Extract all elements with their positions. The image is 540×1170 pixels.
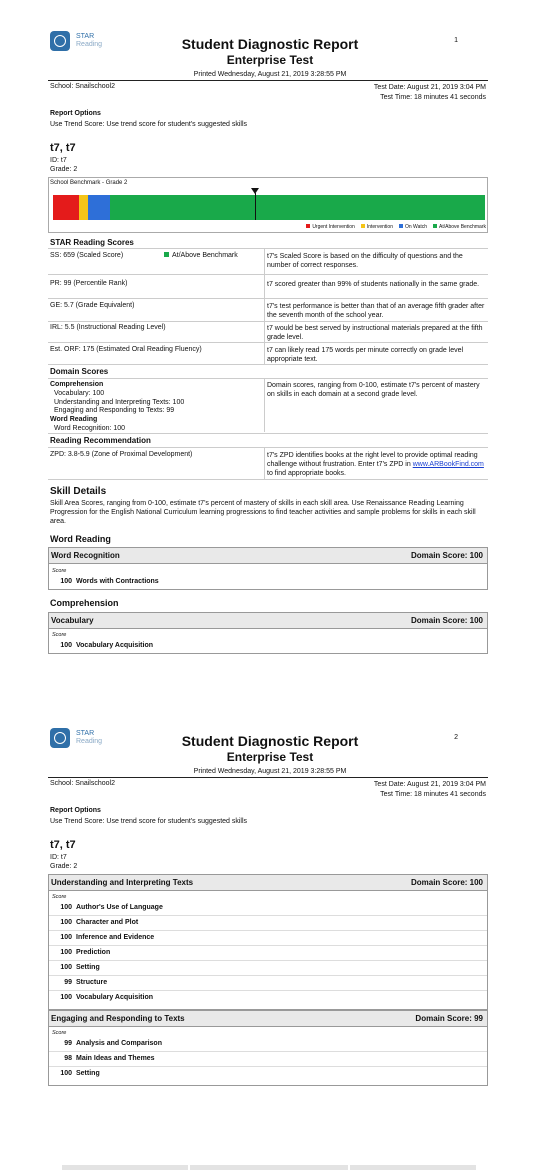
row-divider [48, 479, 488, 480]
row-divider [48, 248, 488, 249]
logo-title: STAR [76, 33, 95, 40]
row-divider [48, 342, 488, 343]
domain-score: Domain Score: 100 [410, 551, 483, 560]
skill-item [49, 949, 487, 956]
vocabulary-score: Vocabulary: 100 [54, 390, 105, 397]
student-marker-line [255, 193, 256, 220]
irl-desc: t7 would be best served by instructional materials prepared at the fifth grade level. [267, 325, 483, 341]
item-divider [49, 975, 487, 976]
benchmark-segment [53, 195, 79, 220]
skill-name: Setting [76, 964, 100, 971]
reco-heading: Reading Recommendation [50, 436, 151, 445]
footer-tab [190, 1165, 348, 1170]
orf-desc: t7 can likely read 175 words per minute correctly on grade level appropriate text. [267, 347, 464, 363]
student-name: t7, t7 [50, 142, 76, 154]
test-info [374, 780, 486, 800]
grade-equivalent: GE: 5.7 (Grade Equivalent) [50, 302, 135, 309]
skill-name: Inference and Evidence [76, 934, 155, 941]
benchmark-legend [306, 224, 486, 230]
skill-score: 99 [64, 1040, 72, 1047]
item-divider [49, 930, 487, 931]
row-divider [48, 433, 488, 434]
test-time: Test Time: 18 minutes 41 seconds [380, 791, 486, 798]
instructional-reading-level: IRL: 5.5 (Instructional Reading Level) [50, 324, 166, 331]
domain-score: Domain Score: 99 [415, 1014, 483, 1023]
uit-box [48, 874, 488, 1010]
skill-name: Structure [76, 979, 108, 986]
page-number: 1 [454, 37, 458, 44]
legend-on-watch: On Watch [399, 224, 427, 230]
ert-score: Engaging and Responding to Texts: 99 [54, 407, 175, 414]
benchmark-segment [110, 195, 485, 220]
skill-item: 100 Vocabulary Acquisition [60, 642, 154, 649]
report-options-text: Use Trend Score: Use trend score for student's suggested skills [50, 121, 248, 128]
item-divider [49, 915, 487, 916]
legend-intervention: Intervention [361, 224, 393, 230]
green-square-icon [164, 252, 169, 257]
skill-name: Vocabulary Acquisition [76, 994, 154, 1001]
skill-item: 100 Words with Contractions [60, 578, 159, 585]
column-divider [264, 248, 265, 364]
score-column-label: Score [52, 632, 67, 638]
domain-heading: Domain Scores [50, 367, 109, 376]
percentile-rank: PR: 99 (Percentile Rank) [50, 280, 128, 287]
school-name: School: Snailschool2 [50, 83, 115, 90]
skill-item [49, 994, 487, 1001]
report-title: Student Diagnostic Report [181, 36, 359, 52]
oral-reading-fluency: Est. ORF: 175 (Estimated Oral Reading Fluency) [50, 346, 202, 353]
test-date: Test Date: August 21, 2019 3:04 PM [373, 84, 486, 91]
benchmark-segment [88, 195, 110, 220]
item-divider [49, 1051, 487, 1052]
logo-subtitle: Reading [76, 738, 103, 745]
domain-name: Word Recognition [51, 551, 120, 560]
report-options-text: Use Trend Score: Use trend score for student's suggested skills [50, 818, 248, 825]
domain-name: Engaging and Responding to Texts [51, 1014, 185, 1023]
student-grade: Grade: 2 [50, 863, 78, 870]
skill-name: Main Ideas and Themes [76, 1055, 155, 1062]
domain-desc: Domain scores, ranging from 0-100, estimate t7's percent of mastery on skills in each domain at a second grade level. [267, 382, 480, 398]
scaled-score: SS: 659 (Scaled Score) [50, 252, 124, 259]
domain-score: Domain Score: 100 [410, 878, 483, 887]
domain-name: Vocabulary [51, 616, 94, 625]
skill-score: 100 [60, 949, 72, 956]
word-recognition-score: Word Recognition: 100 [54, 425, 126, 432]
vocabulary-box [48, 612, 488, 654]
zpd: ZPD: 3.8-5.9 (Zone of Proximal Development) [50, 451, 193, 458]
report-subtitle: Enterprise Test [226, 53, 314, 67]
percentile-rank-desc: t7 scored greater than 99% of students nationally in the same grade. [267, 281, 480, 288]
row-divider [48, 274, 488, 275]
score-column-label: Score [52, 1030, 67, 1036]
item-divider [49, 1066, 487, 1067]
column-divider [264, 378, 265, 432]
skill-item [49, 1040, 487, 1047]
report-title: Student Diagnostic Report [181, 733, 359, 749]
skill-item [49, 1070, 487, 1077]
skill-item [49, 1055, 487, 1062]
page-number: 2 [454, 734, 458, 741]
skill-details-heading: Skill Details [50, 486, 107, 497]
word-recognition-box [48, 547, 488, 590]
score-column-label: Score [52, 894, 67, 900]
scores-heading: STAR Reading Scores [50, 238, 134, 247]
comprehension-label: Comprehension [50, 381, 104, 388]
item-divider [49, 960, 487, 961]
logo-title: STAR [76, 730, 95, 737]
zpd-desc: t7's ZPD identifies books at the right level to provide optimal reading challenge without frustration. Enter t7's ZPD in www.ARBookFind.com to find appropriate books. [267, 452, 484, 477]
skill-score: 98 [64, 1055, 72, 1062]
skill-item [49, 934, 487, 941]
arbookfind-link[interactable]: www.ARBookFind.com [412, 461, 484, 468]
skill-item [49, 964, 487, 971]
footer-tab [62, 1165, 188, 1170]
item-divider [49, 945, 487, 946]
printed-date: Printed Wednesday, August 21, 2019 3:28:55 PM [193, 71, 347, 78]
ert-box [48, 1010, 488, 1086]
legend-urgent: Urgent Intervention [306, 224, 355, 230]
report-page-2 [0, 697, 540, 1170]
scaled-score-desc: t7's Scaled Score is based on the difficulty of questions and the number of correct responses. [267, 253, 463, 269]
word-reading-label: Word Reading [50, 416, 98, 423]
report-options-heading: Report Options [50, 807, 101, 814]
skill-item [49, 919, 487, 926]
footer-tab [350, 1165, 476, 1170]
report-subtitle: Enterprise Test [226, 750, 314, 764]
header-divider [48, 80, 488, 81]
student-grade: Grade: 2 [50, 166, 78, 173]
uit-score: Understanding and Interpreting Texts: 100 [54, 399, 185, 406]
row-divider [48, 447, 488, 448]
skill-item [49, 979, 487, 986]
test-date: Test Date: August 21, 2019 3:04 PM [373, 781, 486, 788]
printed-date: Printed Wednesday, August 21, 2019 3:28:55 PM [193, 768, 347, 775]
skill-details-text: Skill Area Scores, ranging from 0-100, estimate t7's percent of mastery of skills in each skill area. Use Renaissance Reading Learning Progression for the English National Curriculum learning progressions to find teacher activities and sample problems for skills in each skill area. [50, 500, 476, 525]
skill-score: 100 [60, 904, 72, 911]
skill-name: Prediction [76, 949, 111, 956]
column-divider [264, 447, 265, 479]
report-options-heading: Report Options [50, 110, 101, 117]
legend-at-above: At/Above Benchmark [433, 224, 486, 230]
skill-score: 100 [60, 934, 72, 941]
school-name: School: Snailschool2 [50, 780, 115, 787]
row-divider [48, 321, 488, 322]
skill-score: 100 [60, 994, 72, 1001]
domain-name: Understanding and Interpreting Texts [51, 878, 194, 887]
test-info [374, 83, 486, 103]
skill-name: Author's Use of Language [76, 904, 163, 911]
student-id: ID: t7 [50, 854, 67, 861]
item-divider [49, 990, 487, 991]
skill-score: 100 [60, 1070, 72, 1077]
domain-score: Domain Score: 100 [410, 616, 483, 625]
row-divider [48, 298, 488, 299]
word-reading-heading: Word Reading [50, 534, 111, 544]
benchmark-badge: At/Above Benchmark [164, 252, 238, 259]
skill-name: Setting [76, 1070, 100, 1077]
skill-score: 100 [60, 964, 72, 971]
header-divider [48, 777, 488, 778]
student-name: t7, t7 [50, 839, 76, 851]
skill-score: 100 [60, 919, 72, 926]
logo-subtitle: Reading [76, 41, 103, 48]
skill-item [49, 904, 487, 911]
score-column-label: Score [52, 568, 67, 574]
row-divider [48, 378, 488, 379]
row-divider [48, 364, 488, 365]
test-time: Test Time: 18 minutes 41 seconds [380, 94, 486, 101]
student-id: ID: t7 [50, 157, 67, 164]
grade-equivalent-desc: t7's test performance is better than that of an average fifth grader after the seventh month of the school year. [267, 303, 485, 319]
benchmark-label: School Benchmark - Grade 2 [50, 180, 128, 186]
benchmark-segment [79, 195, 88, 220]
skill-name: Character and Plot [76, 919, 139, 926]
comprehension-heading: Comprehension [50, 598, 119, 608]
skill-name: Analysis and Comparison [76, 1040, 162, 1047]
skill-score: 99 [64, 979, 72, 986]
